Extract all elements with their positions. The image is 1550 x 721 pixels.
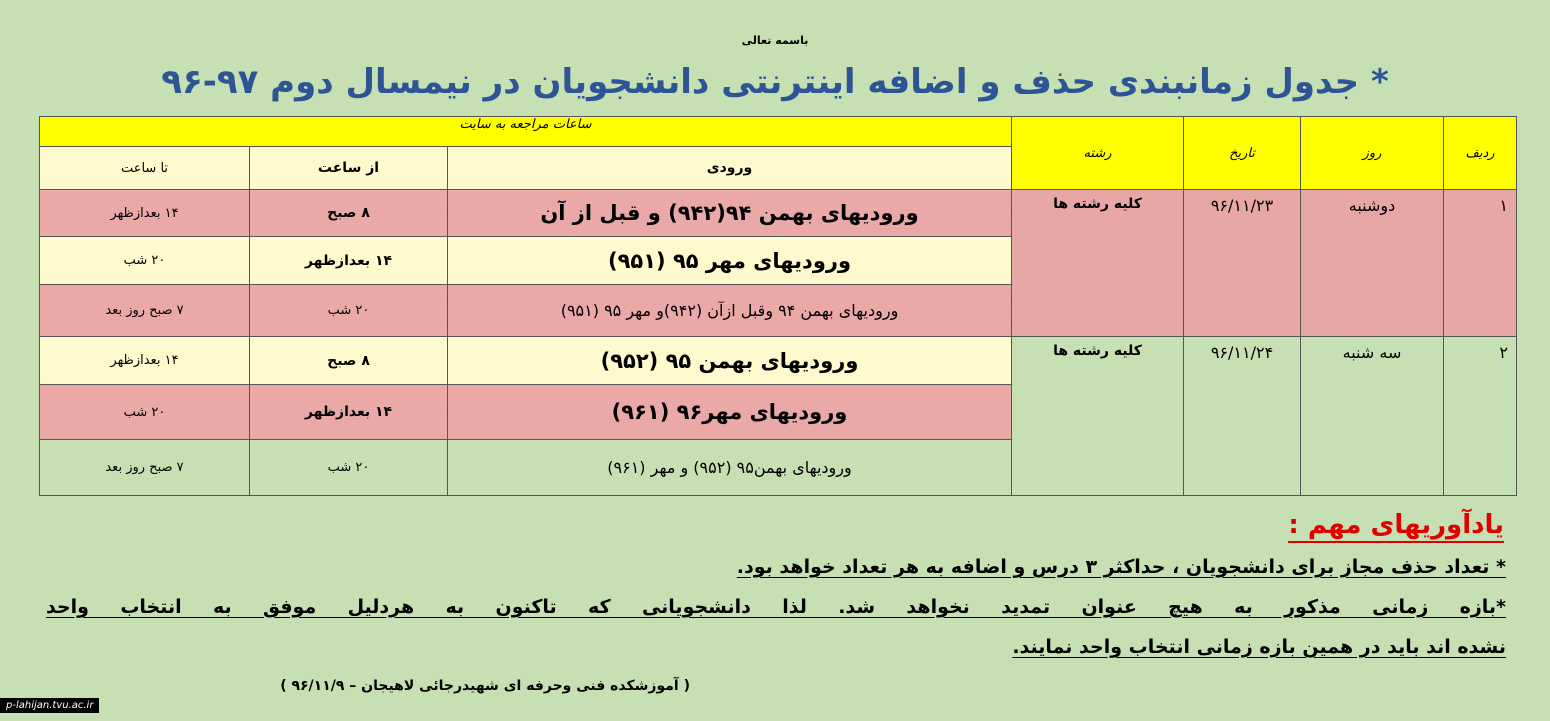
header-radif: ردیف [1444, 117, 1517, 190]
header-row [40, 117, 1517, 147]
ta-saat-cell: ۲۰ شب [40, 237, 250, 285]
header-saat-group: ساعات مراجعه به سایت [40, 117, 1012, 147]
tarikh-cell: ۹۶/۱۱/۲۳ [1184, 190, 1301, 337]
az-saat-cell: ۱۴ بعدازظهر [250, 237, 448, 285]
vorudi-cell: ورودیهای بهمن ۹۴ وقبل ازآن (۹۴۲)و مهر ۹۵ (۹۵۱) [448, 285, 1012, 337]
header-az-saat: از ساعت [250, 147, 448, 190]
notes-heading: یادآوریهای مهم : [1288, 510, 1504, 543]
vorudi-cell: ورودیهای بهمن۹۵ (۹۵۲) و مهر (۹۶۱) [448, 440, 1012, 496]
rooz-cell: سه شنبه [1301, 337, 1444, 496]
vorudi-cell: ورودیهای مهر۹۶ (۹۶۱) [448, 385, 1012, 440]
header-ta-saat: تا ساعت [40, 147, 250, 190]
az-saat-cell: ۲۰ شب [250, 440, 448, 496]
reshte-cell: کلیه رشته ها [1012, 337, 1184, 496]
note-line-1: * تعداد حذف مجاز برای دانشجویان ، حداکثر ۳ درس و اضافه به هر تعداد خواهد بود. [736, 556, 1506, 578]
footer-signature: ( آموزشکده فنی وحرفه ای شهیدرجائی لاهیجان – ۹۶/۱۱/۹ ) [280, 678, 690, 694]
reshte-cell: کلیه رشته ها [1012, 190, 1184, 337]
header-rooz: روز [1301, 117, 1444, 190]
az-saat-cell: ۸ صبح [250, 337, 448, 385]
header-vorudi: ورودی [448, 147, 1012, 190]
radif-cell: ۱ [1444, 190, 1517, 337]
vorudi-cell: ورودیهای بهمن ۹۴(۹۴۲) و قبل از آن [448, 190, 1012, 237]
header-tarikh: تاریخ [1184, 117, 1301, 190]
page-title: * جدول زمانبندی حذف و اضافه اینترنتی دانشجویان در نیمسال دوم ۹۷-۹۶ [161, 62, 1389, 102]
bismillah: باسمه تعالی [741, 34, 809, 47]
ta-saat-cell: ۱۴ بعدازظهر [40, 190, 250, 237]
note-line-2: *بازه زمانی مذکور به هیچ عنوان تمدید نخواهد شد. لذا دانشجویانی که تاکنون به هردلیل موفق به انتخاب واحد [46, 596, 1506, 618]
table-row [40, 190, 1517, 237]
vorudi-cell: ورودیهای بهمن ۹۵ (۹۵۲) [448, 337, 1012, 385]
vorudi-cell: ورودیهای مهر ۹۵ (۹۵۱) [448, 237, 1012, 285]
ta-saat-cell: ۷ صبح روز بعد [40, 285, 250, 337]
radif-cell: ۲ [1444, 337, 1517, 496]
ta-saat-cell: ۱۴ بعدازظهر [40, 337, 250, 385]
header-reshte: رشته [1012, 117, 1184, 190]
rooz-cell: دوشنبه [1301, 190, 1444, 337]
note-line-3: نشده اند باید در همین بازه زمانی انتخاب واحد نمایند. [1012, 636, 1506, 658]
az-saat-cell: ۲۰ شب [250, 285, 448, 337]
schedule-table [39, 116, 1517, 496]
az-saat-cell: ۱۴ بعدازظهر [250, 385, 448, 440]
ta-saat-cell: ۲۰ شب [40, 385, 250, 440]
table-row [40, 337, 1517, 385]
ta-saat-cell: ۷ صبح روز بعد [40, 440, 250, 496]
az-saat-cell: ۸ صبح [250, 190, 448, 237]
tarikh-cell: ۹۶/۱۱/۲۴ [1184, 337, 1301, 496]
watermark: p-lahijan.tvu.ac.ir [0, 698, 99, 713]
